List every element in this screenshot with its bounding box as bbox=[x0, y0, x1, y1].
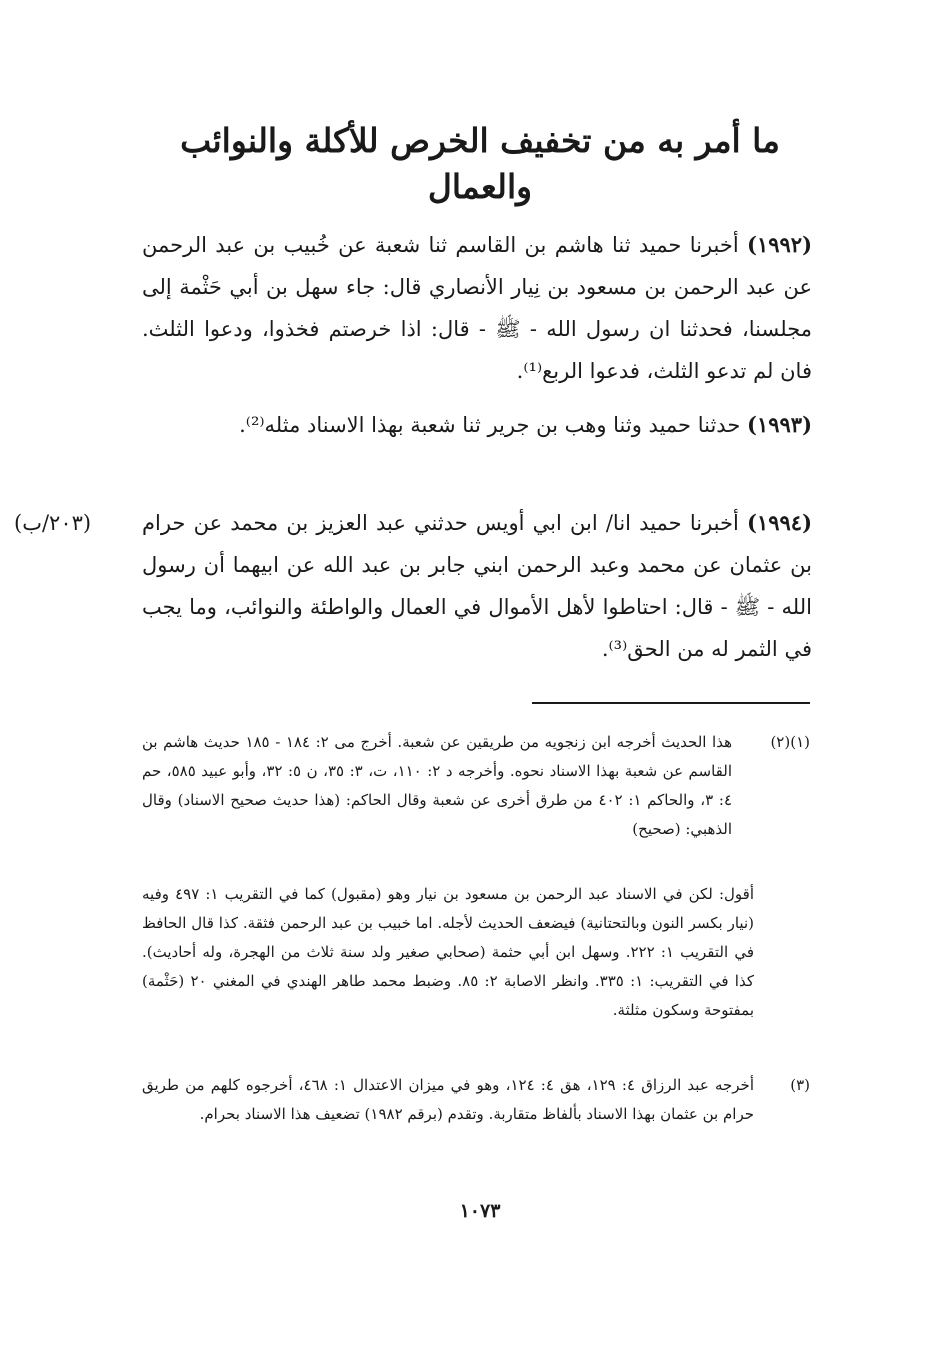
footnote-divider bbox=[532, 702, 810, 704]
folio-marker: (٢٠٣/ب) bbox=[14, 511, 92, 535]
footnote-label-1-2: (١)(٢) bbox=[770, 733, 810, 751]
hadith-1992 bbox=[142, 224, 812, 392]
footnote-3: أخرجه عبد الرزاق ٤: ١٢٩، هق ٤: ١٢٤، وهو في ميزان الاعتدال ١: ٤٦٨، أخرجوه كلهم من طريق حرام بن عثمان بهذا الاسناد بألفاظ متقاربة. وتقدم (برقم ١٩٨٢) تضعيف هذا الاسناد بحرام. bbox=[142, 1076, 754, 1123]
footnote-commentary: أقول: لكن في الاسناد عبد الرحمن بن مسعود بن نيار وهو (مقبول) كما في التقريب ١: ٤٩٧ وفيه (نيار بكسر النون وبالتحتانية) فيضعف الحديث لأجله. اما خبيب بن عبد الرحمن فثقة. كذا قال الحافظ في التقريب ١: ٢٢٢. وسهل ابن أبي حثمة (صحابي صغير ولد سنة ثلاث من الهجرة، وله أحاديث). كذا في التقريب: ١: ٣٣٥. وانظر الاصابة ٢: ٨٥. وضبط محمد طاهر الهندي في المغني ٢٠ (حَثْمة) بمفتوحة وسكون مثلثة. bbox=[142, 885, 754, 1019]
footnote-1-2: هذا الحديث أخرجه ابن زنجويه من طريقين عن شعبة. أخرج مى ٢: ١٨٤ - ١٨٥ حديث هاشم بن القاسم عن شعبة بهذا الاسناد نحوه. وأخرجه د ٢: ١١٠، ت، ٣: ٣٥، ن ٥: ٣٢، وأبو عبيد ٥٨٥، حم ٤: ٣، والحاكم ١: ٤٠٢ من طرق أخرى عن شعبة وقال الحاكم: (هذا حديث صحيح الاسناد) وقال الذهبي: (صحيح) bbox=[142, 733, 732, 838]
chapter-title bbox=[150, 118, 810, 210]
title-line-1: ما أمر به من تخفيف الخرص للأكلة والنوائب bbox=[180, 121, 780, 160]
hadith-1994 bbox=[14, 502, 813, 670]
hadith-text: أخبرنا حميد ثنا هاشم بن القاسم ثنا شعبة عن خُبيب بن عبد الرحمن عن عبد الرحمن بن مسعود بن نِيار الأنصاري قال: جاء سهل بن أبي حَثْمة إلى مجلسنا، فحدثنا ان رسول الله - ﷺ - قال: اذا خرصتم فخذوا، ودعوا الثلث. فان لم تدعو الثلث، فدعوا الربع⁽¹⁾. bbox=[142, 233, 812, 383]
page-number: ١٠٧٣ bbox=[459, 1200, 501, 1222]
title-line-2: والعمال bbox=[427, 167, 533, 206]
hadith-number: (١٩٩٤) bbox=[747, 510, 813, 535]
hadith-number: (١٩٩٢) bbox=[747, 232, 812, 257]
hadith-1993 bbox=[142, 404, 812, 446]
hadith-text: حدثنا حميد وثنا وهب بن جرير ثنا شعبة بهذا الاسناد مثله⁽²⁾. bbox=[239, 413, 741, 437]
hadith-text: أخبرنا حميد انا/ ابن ابي أويس حدثني عبد العزيز بن محمد عن حرام بن عثمان عن محمد وعبد الرحمن ابني جابر بن عبد الله عن ابيهما أن رسول الله - ﷺ - قال: احتاطوا لأهل الأموال في العمال والواطئة والنوائب، وما يجب في الثمر له من الحق⁽³⁾. bbox=[142, 511, 812, 661]
footnote-label-3: (٣) bbox=[790, 1076, 810, 1094]
hadith-number: (١٩٩٣) bbox=[747, 412, 812, 437]
